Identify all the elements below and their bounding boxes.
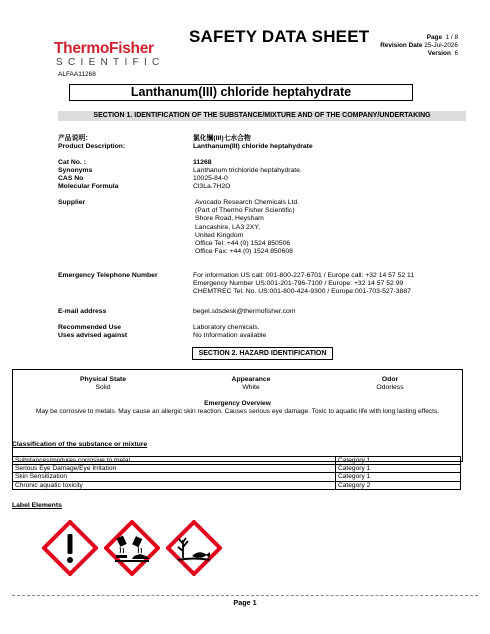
hazard-category-cell: Category 1 (336, 465, 461, 473)
product-title: Lanthanum(III) chloride heptahydrate (69, 84, 413, 101)
revision-value: 25-Jul-2026 (424, 42, 458, 50)
emergency-overview-text: May be corrosive to metals. May cause an allergic skin reaction. Causes serious eye damage. Toxic to aquatic life with long lasting effects. (35, 408, 440, 415)
odor-label: Odor (381, 376, 399, 383)
page-value: 1 / 8 (445, 34, 458, 41)
hazard-class-cell: Substances/mixtures corrosive to metal (13, 457, 336, 465)
recommended-use-label: Recommended Use (58, 324, 122, 331)
physical-state-label: Physical State (79, 376, 127, 383)
supplier-line: Avocado Research Chemicals Ltd. (195, 199, 300, 206)
hazard-class-cell: Serious Eye Damage/Eye Irritation (13, 465, 336, 473)
version-value: 6 (454, 50, 458, 58)
product-desc-cn-value: 氯化镧(III)七水合物 (193, 135, 251, 142)
physical-state-value: Solid (95, 384, 111, 391)
table-row (13, 457, 461, 465)
uses-advised-against-value: No Information available (193, 332, 267, 339)
formula-value: Cl3La.7H2O (193, 183, 231, 190)
product-desc-label: Product Description: (58, 143, 126, 150)
synonyms-value: Lanthanum trichloride heptahydrate. (193, 167, 302, 174)
label-elements-title: Label Elements (12, 502, 62, 509)
page-label: Page (426, 34, 442, 41)
environment-icon (166, 520, 222, 576)
footer-page-number: Page 1 (233, 598, 257, 607)
document-meta (380, 34, 458, 59)
appearance-value: White (242, 384, 260, 391)
hazard-category-cell: Category 1 (336, 457, 461, 465)
hazard-class-cell: Skin Sensitization (13, 473, 336, 481)
table-row (13, 473, 461, 481)
odor-value: Odorless (376, 384, 404, 391)
emergency-line: Emergency Number US:001-201-796-7100 / Europe: +32 14 57 52 99 (193, 280, 404, 288)
document-title: SAFETY DATA SHEET (189, 27, 370, 46)
classification-table (12, 456, 461, 490)
classification-title: Classification of the substance or mixture (12, 441, 148, 448)
product-desc-cn-label: 产品说明： (58, 135, 92, 142)
corrosion-icon (104, 520, 160, 576)
supplier-address (195, 199, 299, 256)
cas-label: CAS No (58, 175, 84, 182)
emergency-line: For information US call: 001-800-227-6701 / Europe call: +32 14 57 52 11 (193, 272, 415, 279)
supplier-label: Supplier (58, 199, 86, 206)
emergency-label: Emergency Telephone Number (58, 272, 158, 279)
hazard-overview-box (12, 369, 463, 462)
supplier-line: United Kingdom (195, 231, 244, 239)
cat-label: Cat No. : (58, 159, 86, 166)
product-desc-value: Lanthanum(III) chloride heptahydrate (193, 143, 313, 150)
logo-scientific: SCIENTIFIC (56, 57, 165, 68)
section1-title: SECTION 1. IDENTIFICATION OF THE SUBSTANCE/MIXTURE AND OF THE COMPANY/UNDERTAKING (58, 111, 466, 121)
recommended-use-value: Laboratory chemicals. (193, 324, 260, 331)
table-row (13, 481, 461, 489)
appearance-label: Appearance (231, 376, 271, 383)
logo-thermofisher: ThermoFisher (54, 40, 154, 57)
uses-advised-against-label: Uses advised against (58, 332, 128, 339)
hazard-category-cell: Category 2 (336, 481, 461, 489)
cat-value: 11268 (193, 159, 212, 166)
email-value[interactable]: begel.sdsdesk@thermofisher.com (193, 308, 296, 315)
supplier-line: Lancashire, LA3 2XY, (195, 223, 260, 231)
formula-label: Molecular Formula (58, 183, 119, 190)
cas-value: 10025-84-0 (193, 175, 228, 182)
supplier-line: Office Fax: +44 (0) 1524 850608 (195, 248, 293, 256)
section2-title: SECTION 2. HAZARD IDENTIFICATION (192, 347, 333, 360)
revision-label: Revision Date (380, 42, 423, 50)
emergency-overview-label: Emergency Overview (204, 400, 271, 407)
hazard-category-cell: Category 1 (336, 473, 461, 481)
hazard-class-cell: Chronic aquatic toxicity (13, 481, 336, 489)
emergency-line: CHEMTREC Tel. No. US:001-800-424-9300 / Europe:001-703-527-3887 (193, 288, 411, 296)
synonyms-label: Synonyms (58, 167, 93, 174)
supplier-line: Shore Road, Heysham (195, 215, 264, 223)
supplier-line: Office Tel: +44 (0) 1524 850506 (195, 240, 291, 248)
supplier-line: (Part of Thermo Fisher Scientific) (195, 207, 295, 215)
email-label: E-mail address (58, 308, 107, 315)
version-label: Version (427, 50, 451, 58)
footer-divider (12, 595, 478, 596)
product-code: ALFAA11268 (58, 71, 96, 78)
table-row (13, 465, 461, 473)
exclamation-mark-icon (42, 520, 98, 576)
emergency-numbers (193, 272, 414, 297)
